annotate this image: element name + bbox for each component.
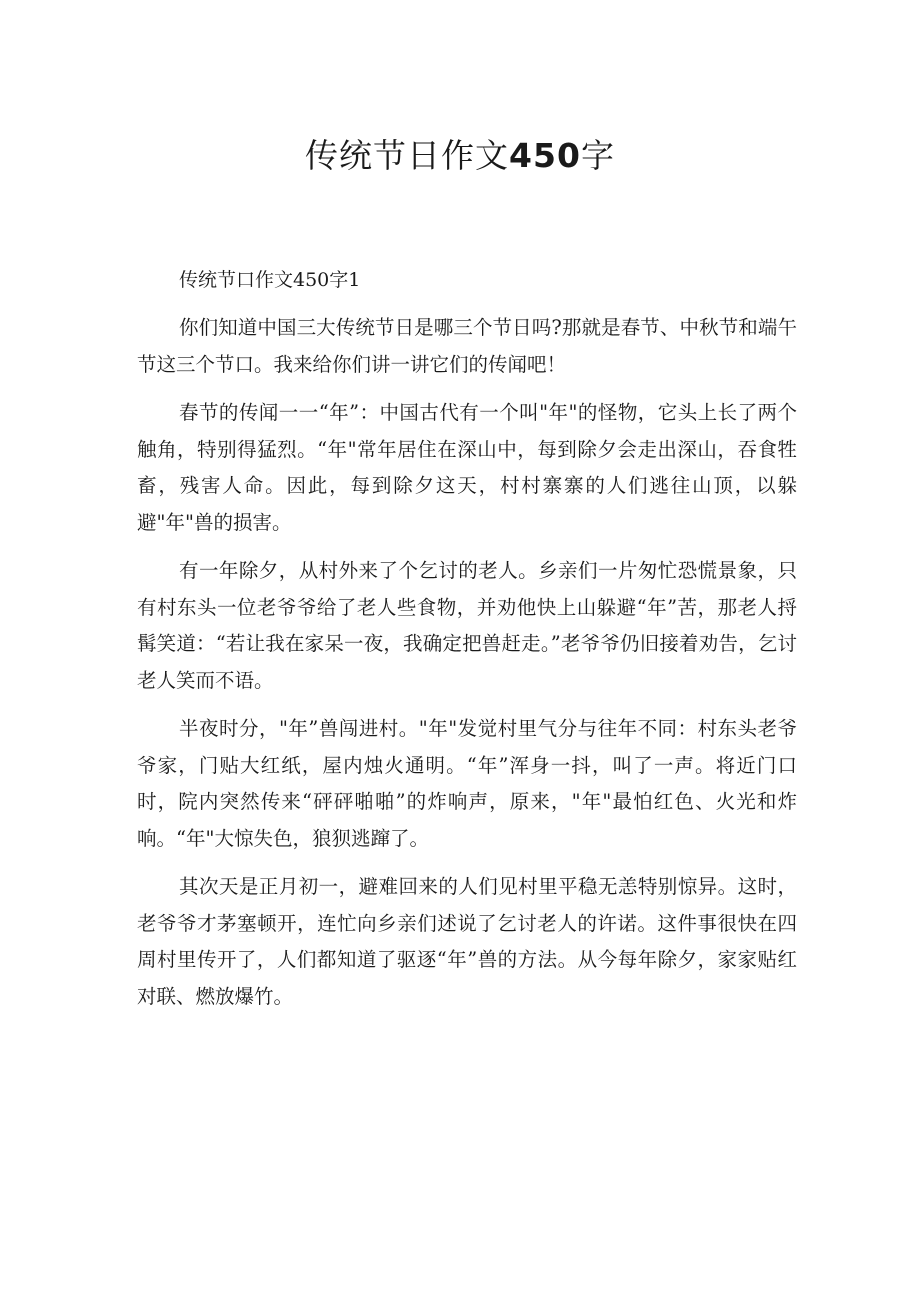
paragraph-new-year-day: 其次天是正月初一，避难回来的人们见村里平稳无恙特别惊异。这时，老爷爷才茅塞顿开，连忙向乡亲们述说了乞讨老人的许诺。这件事很快在四周村里传开了，人们都知道了驱逐“年”兽的方法。从今每年除夕，家家贴红对联、燃放爆竹。 (137, 875, 797, 1008)
document-body (137, 262, 797, 1027)
paragraph-midnight: 半夜时分，"年”兽闯进村。"年"发觉村里气分与往年不同：村东头老爷爷家，门贴大红纸，屋内烛火通明。“年”浑身一抖，叫了一声。将近门口时，院内突然传来“砰砰啪啪”的炸响声，原来，"年"最怕红色、火光和炸响。“年"大惊失色，狼狈逃蹿了。 (137, 717, 797, 850)
title-text: 传统节日作文 (305, 136, 510, 175)
paragraph-legend-nian: 春节的传闻一一“年”：中国古代有一个叫"年"的怪物，它头上长了两个触角，特别得猛烈。“年"常年居住在深山中，每到除夕会走出深山，吞食牲畜，残害人命。因此，每到除夕这天，村村寨寨的人们逃往山顶，以躲避"年"兽的损害。 (137, 401, 797, 534)
paragraph-old-beggar: 有一年除夕，从村外来了个乞讨的老人。乡亲们一片匆忙恐慌景象，只有村东头一位老爷爷给了老人些食物，并劝他快上山躲避“年”苦，那老人捋髯笑道：“若让我在家呆一夜，我确定把兽赶走。”老爷爷仍旧接着劝告，乞讨老人笑而不语。 (137, 559, 797, 692)
title-suffix: 字 (580, 136, 615, 175)
document-title (0, 128, 920, 184)
title-number: 450 (509, 136, 581, 175)
paragraph-intro: 你们知道中国三大传统节日是哪三个节日吗?那就是春节、中秋节和端午节这三个节口。我来给你们讲一讲它们的传闻吧！ (137, 316, 797, 376)
section-subheading: 传统节口作文450字1 (179, 269, 361, 291)
